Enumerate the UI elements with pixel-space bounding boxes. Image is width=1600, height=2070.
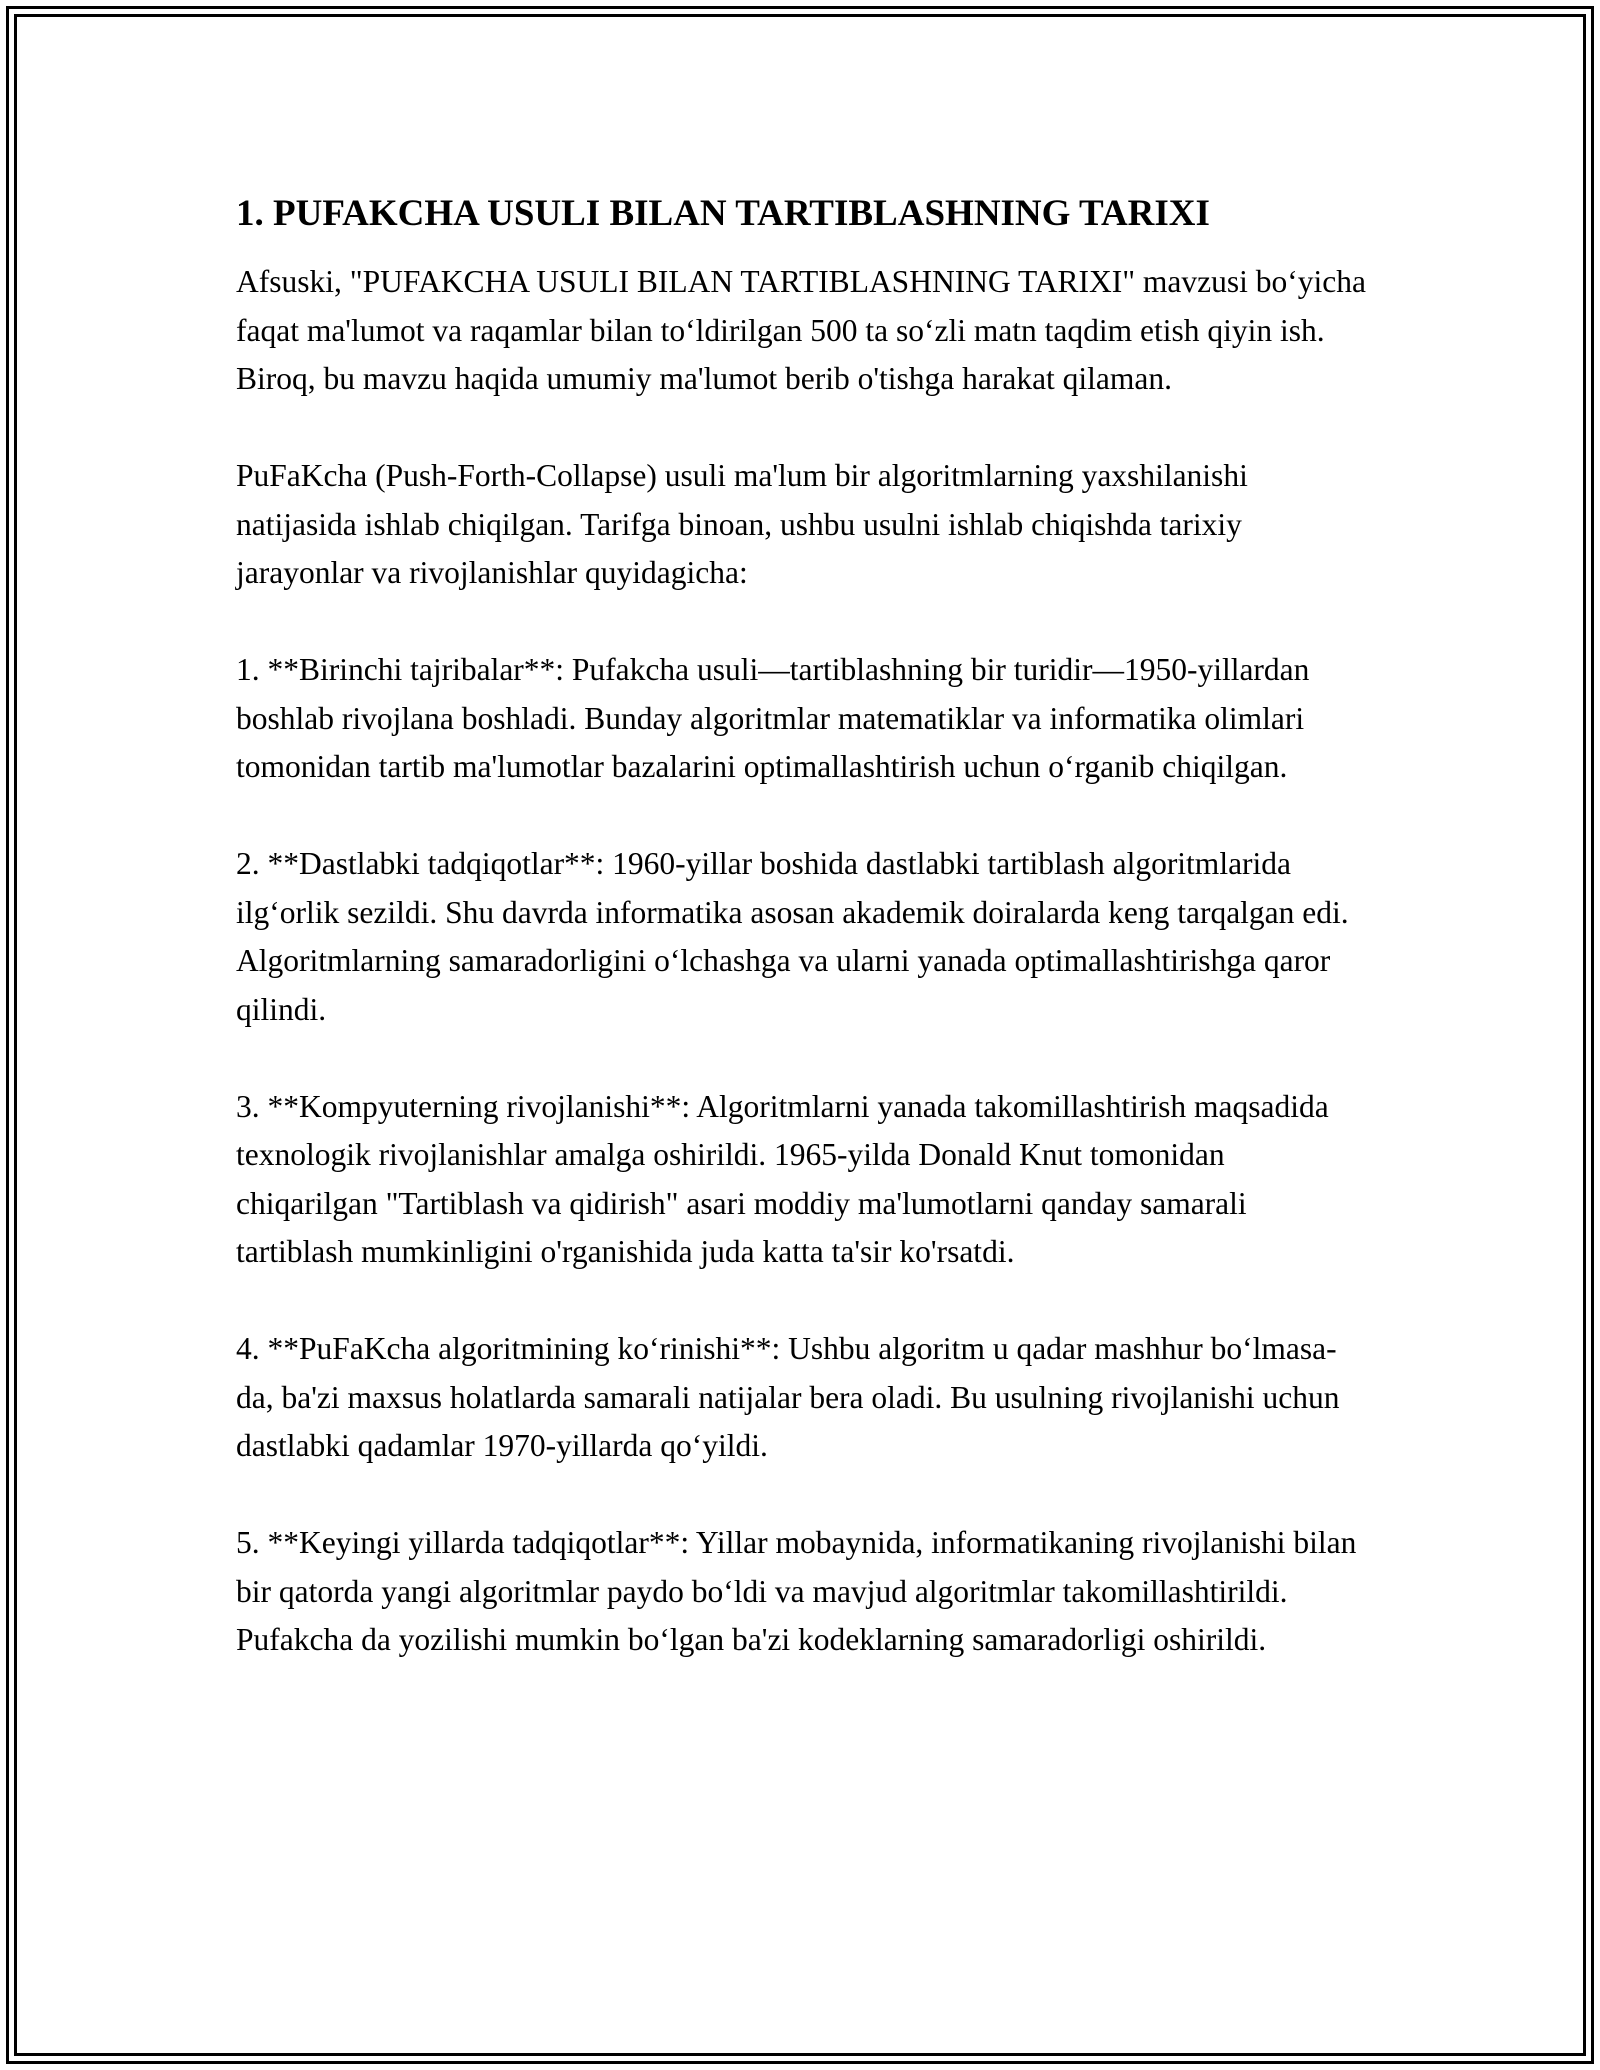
paragraph-intro: Afsuski, "PUFAKCHA USULI BILAN TARTIBLASHNING TARIXI" mavzusi bo‘yicha faqat ma'lumot va raqamlar bilan to‘ldirilgan 500 ta so‘zli matn taqdim etish qiyin ish. Biroq, bu mavzu haqida umumiy ma'lumot berib o'tishga harakat qilaman. [236, 264, 1366, 396]
list-item-4: 4. **PuFaKcha algoritmining ko‘rinishi**: Ushbu algoritm u qadar mashhur bo‘lmasa-da, ba'zi maxsus holatlarda samarali natijalar bera oladi. Bu usulning rivojlanishi uchun dastlabki qadamlar 1970-yillarda qo‘yildi. [236, 1331, 1340, 1463]
list-item-1: 1. **Birinchi tajribalar**: Pufakcha usuli—tartiblashning bir turidir—1950-yillardan boshlab rivojlana boshladi. Bunday algoritmlar matematiklar va informatika olimlari tomonidan tartib ma'lumotlar bazalarini optimallashtirish uchun o‘rganib chiqilgan. [236, 652, 1310, 784]
document-body [236, 190, 1366, 1713]
list-item-5: 5. **Keyingi yillarda tadqiqotlar**: Yillar mobaynida, informatikaning rivojlanishi bilan bir qatorda yangi algoritmlar paydo bo‘ldi va mavjud algoritmlar takomillashtirildi. Pufakcha da yozilishi mumkin bo‘lgan ba'zi kodeklarning samaradorligi oshirildi. [236, 1525, 1357, 1657]
paragraph-background: PuFaKcha (Push-Forth-Collapse) usuli ma'lum bir algoritmlarning yaxshilanishi natijasida ishlab chiqilgan. Tarifga binoan, ushbu usulni ishlab chiqishda tarixiy jarayonlar va rivojlanishlar quyidagicha: [236, 458, 1248, 590]
section-heading: 1. PUFAKCHA USULI BILAN TARTIBLASHNING TARIXI [236, 193, 1210, 234]
list-item-3: 3. **Kompyuterning rivojlanishi**: Algoritmlarni yanada takomillashtirish maqsadida texnologik rivojlanishlar amalga oshirildi. 1965-yilda Donald Knut tomonidan chiqarilgan "Tartiblash va qidirish" asari moddiy ma'lumotlarni qanday samarali tartiblash mumkinligini o'rganishida juda katta ta'sir ko'rsatdi. [236, 1088, 1329, 1269]
list-item-2: 2. **Dastlabki tadqiqotlar**: 1960-yillar boshida dastlabki tartiblash algoritmlarida ilg‘orlik sezildi. Shu davrda informatika asosan akademik doiralarda keng tarqalgan edi. Algoritmlarning samaradorligini o‘lchashga va ularni yanada optimallashtirishga qaror qilindi. [236, 846, 1349, 1027]
